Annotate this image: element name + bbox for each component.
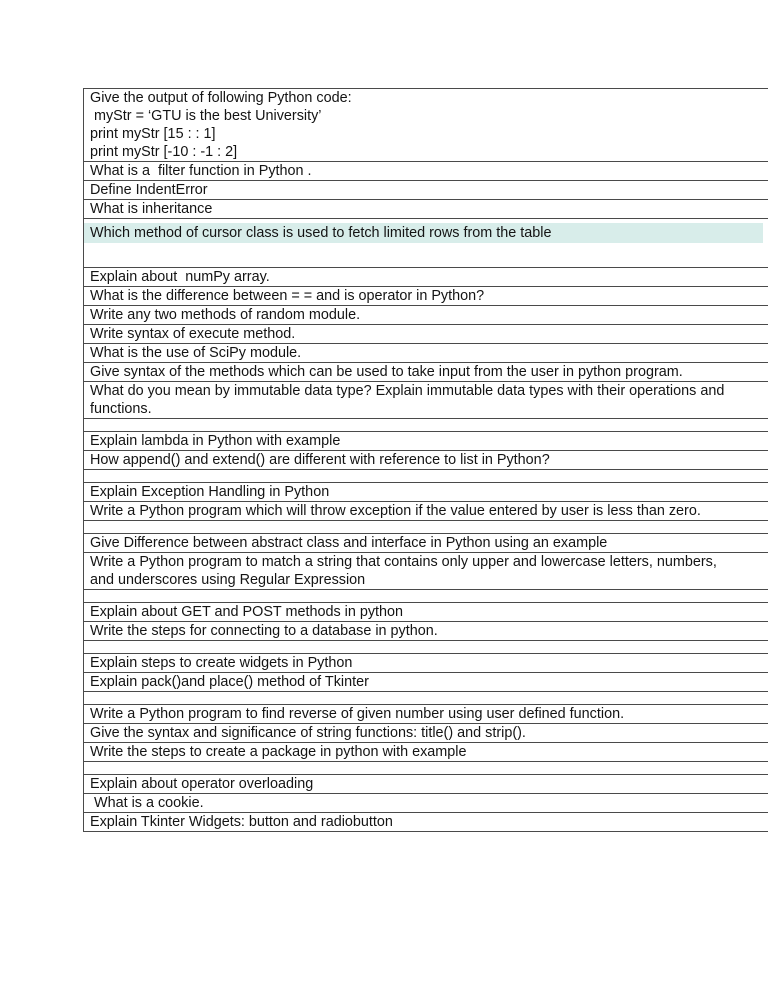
table-row bbox=[84, 432, 768, 451]
table-cell-line: print myStr [15 : : 1] bbox=[90, 126, 216, 142]
table-cell-line: What do you mean by immutable data type? Explain immutable data types with their operations and bbox=[90, 383, 725, 399]
table-cell-line: Write any two methods of random module. bbox=[90, 307, 361, 323]
table-cell-line: Explain about GET and POST methods in python bbox=[90, 604, 404, 620]
table-cell-line: Define IndentError bbox=[90, 182, 208, 198]
table-cell-line: What is the difference between = = and is operator in Python? bbox=[90, 288, 485, 304]
table-cell-line: Give syntax of the methods which can be used to take input from the user in python program. bbox=[90, 364, 683, 380]
table-cell-line: Give the output of following Python code: bbox=[90, 90, 352, 106]
table-row bbox=[84, 162, 768, 181]
table-row bbox=[84, 603, 768, 622]
table-cell-line: How append() and extend() are different with reference to list in Python? bbox=[90, 452, 550, 468]
table-row bbox=[84, 705, 768, 724]
table-row bbox=[84, 363, 768, 382]
table-cell-line: print myStr [-10 : -1 : 2] bbox=[90, 144, 238, 160]
table-cell-line: Write a Python program which will throw exception if the value entered by user is less than zero. bbox=[90, 503, 701, 519]
table-row-empty bbox=[84, 470, 768, 483]
table-cell-line: myStr = ‘GTU is the best University’ bbox=[90, 108, 322, 124]
table-cell-line: Write syntax of execute method. bbox=[90, 326, 296, 342]
table-row bbox=[84, 743, 768, 762]
table-row-empty bbox=[84, 419, 768, 432]
table-cell-line: Write a Python program to match a string that contains only upper and lowercase letters, numbers, bbox=[90, 554, 717, 570]
table-row bbox=[84, 181, 768, 200]
table-row bbox=[84, 724, 768, 743]
table-cell-line: Explain steps to create widgets in Python bbox=[90, 655, 353, 671]
table-row bbox=[84, 622, 768, 641]
table-row bbox=[84, 268, 768, 287]
table-cell-line: Write the steps to create a package in python with example bbox=[90, 744, 467, 760]
table-row bbox=[84, 306, 768, 325]
table-cell-line: Write a Python program to find reverse of given number using user defined function. bbox=[90, 706, 625, 722]
table-row bbox=[84, 325, 768, 344]
question-table bbox=[83, 88, 768, 832]
table-cell-line: and underscores using Regular Expression bbox=[90, 572, 366, 588]
table-row bbox=[84, 287, 768, 306]
table-cell-line: Give Difference between abstract class and interface in Python using an example bbox=[90, 535, 608, 551]
table-row bbox=[84, 502, 768, 521]
table-cell-line: Explain pack()and place() method of Tkinter bbox=[90, 674, 369, 690]
table-row bbox=[84, 673, 768, 692]
table-row bbox=[84, 200, 768, 219]
table-cell-line: What is a cookie. bbox=[90, 795, 204, 811]
table-cell-line: Explain Exception Handling in Python bbox=[90, 484, 330, 500]
table-cell-line: Explain about operator overloading bbox=[90, 776, 314, 792]
table-cell-line: Explain Tkinter Widgets: button and radiobutton bbox=[90, 814, 393, 830]
table-cell-line: Explain about numPy array. bbox=[90, 269, 270, 285]
table-cell-line: Explain lambda in Python with example bbox=[90, 433, 341, 449]
table-row bbox=[84, 451, 768, 470]
table-row-empty bbox=[84, 521, 768, 534]
table-row bbox=[84, 775, 768, 794]
table-cell-line: What is the use of SciPy module. bbox=[90, 345, 302, 361]
table-row bbox=[84, 382, 768, 419]
table-row-empty bbox=[84, 641, 768, 654]
table-cell-line: What is a filter function in Python . bbox=[90, 163, 312, 179]
table-row bbox=[84, 89, 768, 162]
highlight-band: Which method of cursor class is used to fetch limited rows from the table bbox=[84, 223, 763, 243]
table-row bbox=[84, 534, 768, 553]
table-row bbox=[84, 794, 768, 813]
table-row bbox=[84, 654, 768, 673]
table-cell-line: functions. bbox=[90, 401, 152, 417]
table-row bbox=[84, 483, 768, 502]
table-cell-line: Give the syntax and significance of string functions: title() and strip(). bbox=[90, 725, 526, 741]
table-cell-line: What is inheritance bbox=[90, 201, 213, 217]
table-row-empty bbox=[84, 590, 768, 603]
table-row bbox=[84, 344, 768, 363]
table-row-highlighted bbox=[84, 219, 768, 268]
table-row bbox=[84, 553, 768, 590]
table-cell-line: Write the steps for connecting to a database in python. bbox=[90, 623, 438, 639]
table-row bbox=[84, 813, 768, 832]
table-row-empty bbox=[84, 692, 768, 705]
table-row-empty bbox=[84, 762, 768, 775]
